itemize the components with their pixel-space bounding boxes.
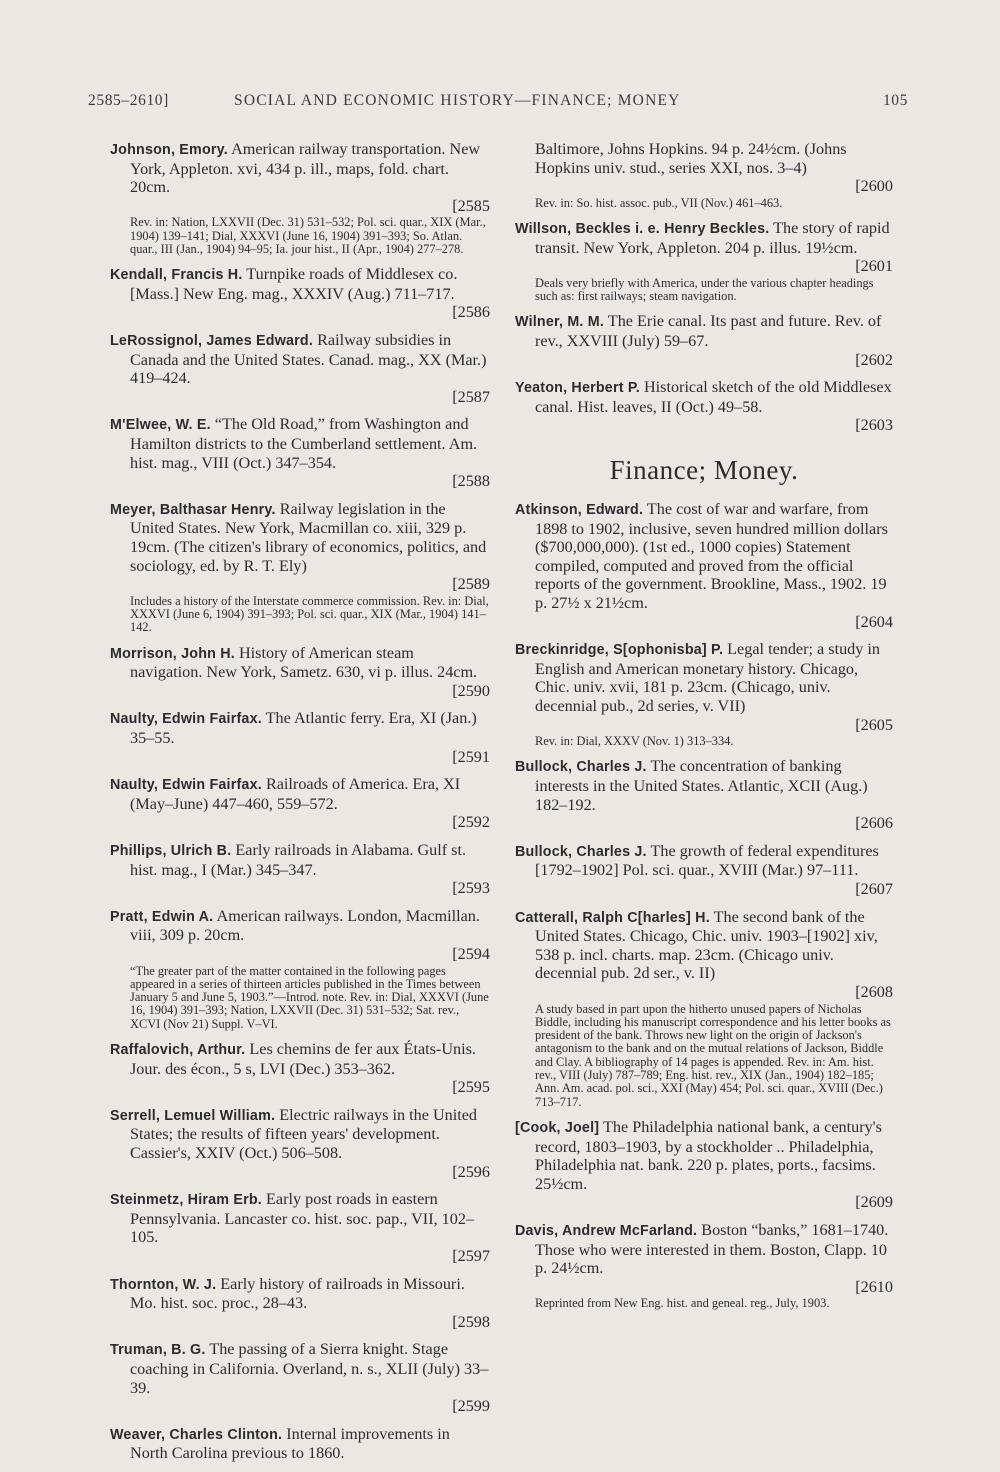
bibliography-entry: [515, 1221, 893, 1311]
entry-author: Steinmetz, Hiram Erb.: [110, 1192, 262, 1209]
entry-author: Phillips, Ulrich B.: [110, 843, 232, 859]
entry-note: “The greater part of the matter contained in the following pages appeared in a series of thirteen articles published in the Times between January 5 and June 5, 1903.”—Introd. note. Rev. in: Dial, XXXVI (June 16, 1904) 391–393; Nation, LXXVII (Dec. 31) 531–532; Sat. rev., XCVI (Nov 21) Suppl. V–VI.: [130, 963, 489, 1031]
entry-author: Davis, Andrew McFarland.: [515, 1222, 698, 1239]
entry-author: Catterall, Ralph C[harles] H.: [515, 909, 710, 926]
entry-author: Truman, B. G.: [110, 1342, 206, 1359]
bibliography-entry: [515, 500, 893, 631]
entry-number: [2586: [452, 303, 490, 322]
bibliography-entry: [515, 219, 893, 303]
entry-text: Turnpike roads of Middlesex co. [Mass.] New Eng. mag., XXXIV (Aug.) 711–717.: [130, 265, 458, 303]
section-title: Finance; Money.: [609, 455, 799, 486]
bibliography-entry: [110, 1040, 490, 1097]
entry-text: Les chemins de fer aux États-Unis. Jour. des écon., 5 s, LVI (Dec.) 353–362.: [130, 1040, 476, 1078]
bibliography-entry: [110, 841, 490, 898]
bibliography-entry: [110, 265, 490, 322]
entry-text: Early railroads in Alabama. Gulf st. hist. mag., I (Mar.) 345–347.: [130, 841, 467, 879]
bibliography-entry: [110, 500, 490, 635]
entry-text: Baltimore, Johns Hopkins. 94 p. 24½cm. (Johns Hopkins univ. stud., series XXI, nos. 3–4): [535, 140, 847, 177]
entry-text: American railways. London, Macmillan. viii, 309 p. 20cm.: [130, 906, 480, 945]
entry-text: The Atlantic ferry. Era, XI (Jan.) 35–55.: [130, 709, 477, 748]
entry-number: [2607: [855, 880, 893, 898]
entry-author: Johnson, Emory.: [110, 142, 228, 158]
entry-author: LeRossignol, James Edward.: [110, 333, 314, 350]
entry-number: [2604: [855, 612, 893, 631]
entry-author: Kendall, Francis H.: [110, 267, 243, 284]
bibliography-entry: [515, 757, 893, 832]
right-entries-bottom: [515, 500, 893, 1311]
entry-author: Wilner, M. M.: [515, 314, 605, 331]
entry-text: Early history of railroads in Missouri. Mo. hist. soc. proc., 28–43.: [130, 1274, 465, 1313]
entry-text: Railway legislation in the United States. New York, Macmillan co. xiii, 329 p. 19cm. (The citizen's library of economics, politics, and sociology, ed. by R. T. Ely): [130, 499, 487, 575]
entry-number: [2587: [452, 387, 490, 406]
entry-number: [2589: [452, 575, 490, 594]
entry-number: [2590: [452, 681, 490, 700]
entry-text: The passing of a Sierra knight. Stage coaching in California. Overland, n. s., XLII (July) 33–39.: [130, 1340, 489, 1397]
entry-author: Meyer, Balthasar Henry.: [110, 501, 276, 518]
entry-author: Naulty, Edwin Fairfax.: [110, 777, 262, 794]
entry-number: [2585: [452, 196, 490, 215]
entry-note: Reprinted from New Eng. hist. and geneal. reg., July, 1903.: [535, 1296, 830, 1311]
entry-author: [Cook, Joel]: [515, 1119, 600, 1136]
bibliography-entry: [110, 1106, 490, 1181]
entry-author: Naulty, Edwin Fairfax.: [110, 711, 262, 728]
entry-text: “The Old Road,” from Washington and Hamilton districts to the Cumberland settlement. Am. hist. mag., VIII (Oct.) 347–354.: [130, 415, 478, 472]
entry-text: The concentration of banking interests in the United States. Atlantic, XCII (Aug.) 182–192.: [535, 757, 868, 814]
entry-number: [2601: [855, 257, 893, 276]
entry-text: Early post roads in eastern Pennsylvania. Lancaster co. hist. soc. pap., VII, 102–105.: [130, 1190, 475, 1247]
running-head: [88, 92, 908, 116]
bibliography-entry: [110, 1425, 490, 1463]
entry-note: Includes a history of the Interstate commerce commission. Rev. in: Dial, XXXVI (June 6, 1904) 391–393; Pol. sci. quar., XIX (Mar., 1904) 141–142.: [130, 593, 489, 635]
continued-entry: [515, 140, 893, 210]
right-column: [515, 140, 893, 1320]
entry-author: M'Elwee, W. E.: [110, 417, 211, 434]
entry-number: [2610: [855, 1277, 893, 1296]
entry-number: [2609: [855, 1193, 893, 1212]
bibliography-entry: [110, 907, 490, 1031]
bibliography-entry: [110, 1190, 490, 1265]
entry-author: Yeaton, Herbert P.: [515, 380, 640, 397]
entry-number: [2599: [452, 1397, 490, 1416]
entry-author: Thornton, W. J.: [110, 1276, 217, 1293]
entry-number: [2598: [452, 1312, 490, 1331]
entry-number: [2592: [452, 813, 490, 832]
entry-number: [2596: [452, 1162, 490, 1181]
bibliography-entry: [110, 140, 490, 256]
entry-number: [2608: [855, 982, 893, 1001]
entry-note: Deals very briefly with America, under the various chapter headings such as: first railways; steam navigation.: [535, 275, 874, 304]
entry-number: [2605: [855, 715, 893, 734]
bibliography-entry: [110, 1275, 490, 1332]
entry-author: Raffalovich, Arthur.: [110, 1042, 246, 1059]
entry-text: The Philadelphia national bank, a century's record, 1803–1903, by a stockholder .. Philadelphia, Philadelphia nat. bank. 220 p. plates, ports., facsims. 25½cm.: [535, 1117, 882, 1193]
entry-text: American railway transportation. New York, Appleton. xvi, 434 p. ill., maps, fold. chart. 20cm.: [130, 140, 481, 197]
entry-text: Railway subsidies in Canada and the United States. Canad. mag., XX (Mar.) 419–424.: [130, 331, 487, 388]
left-column: [110, 140, 490, 1472]
page-number: 105: [882, 92, 908, 109]
entry-number: [2603: [855, 416, 893, 435]
entry-text: History of American steam navigation. New York, Sametz. 630, vi p. illus. 24cm.: [130, 643, 478, 682]
entry-text: The growth of federal expenditures [1792–1902] Pol. sci. quar., XVIII (Mar.) 97–111.: [535, 841, 879, 880]
entry-author: Bullock, Charles J.: [515, 843, 647, 860]
entry-text: The cost of war and warfare, from 1898 to 1902, inclusive, seven hundred million dollars ($700,000,000). (1st ed., 1000 copies) Statement compiled, computed and proved from the official reports of the government. Brookline, Mass., 1902. 19 p. 27½ x 21½cm.: [535, 500, 888, 612]
entry-text: Legal tender; a study in English and American monetary history. Chicago, Chic. univ. xvii, 181 p. 23cm. (Chicago, univ. decennial pub., 2d series, v. VII): [535, 640, 881, 715]
entry-note: Rev. in: Nation, LXXVII (Dec. 31) 531–532; Pol. sci. quar., XIX (Mar., 1904) 139–141; Dial, XXXVI (June 16, 1904) 391–393; So. Atlan. quar., III (Jan., 1904) 94–95; Ia. jour hist., II (Apr., 1904) 277–278.: [130, 215, 486, 256]
entry-text: Historical sketch of the old Middlesex canal. Hist. leaves, II (Oct.) 49–58.: [535, 378, 892, 416]
bibliography-entry: [515, 1118, 893, 1212]
entry-text: The Erie canal. Its past and future. Rev. of rev., XXVIII (July) 59–67.: [535, 312, 882, 351]
entry-author: Atkinson, Edward.: [515, 502, 644, 519]
entry-author: Weaver, Charles Clinton.: [110, 1426, 283, 1443]
entry-text: The second bank of the United States. Chicago, Chic. univ. 1903–[1902] xiv, 538 p. incl. charts. map. 23cm. (Chicago univ. decennial pub. 2d ser., v. II): [535, 907, 878, 983]
entry-number: [2600: [855, 177, 893, 196]
entry-number: [2593: [452, 879, 490, 898]
entry-range: 2585–2610]: [88, 92, 169, 109]
entry-note: Rev. in: So. hist. assoc. pub., VII (Nov.) 461–463.: [535, 195, 783, 210]
entry-author: Pratt, Edwin A.: [110, 908, 214, 925]
bibliography-entry: [515, 640, 893, 748]
right-entries-top: [515, 219, 893, 435]
entry-number: [2594: [452, 944, 490, 963]
entry-text: Internal improvements in North Carolina previous to 1860.: [130, 1424, 450, 1463]
entry-number: [2595: [452, 1078, 490, 1097]
entry-text: Electric railways in the United States; the results of fifteen years' development. Cassier's, XXIV (Oct.) 506–508.: [130, 1105, 478, 1163]
entry-number: [2597: [452, 1246, 490, 1265]
bibliography-entry: [110, 644, 490, 701]
bibliography-entry: [515, 842, 893, 899]
bibliography-entry: [515, 378, 893, 435]
entry-author: Willson, Beckles i. e. Henry Beckles.: [515, 221, 770, 238]
entry-note: Rev. in: Dial, XXXV (Nov. 1) 313–334.: [535, 734, 734, 749]
bibliography-entry: [110, 709, 490, 766]
entry-number: [2602: [855, 350, 893, 369]
entry-number: [2591: [452, 747, 490, 766]
bibliography-entry: [110, 775, 490, 832]
bibliography-entry: [515, 908, 893, 1109]
entry-text: Boston “banks,” 1681–1740. Those who were interested in them. Boston, Clapp. 10 p. 24½cm.: [535, 1220, 889, 1278]
bibliography-entry: [515, 312, 893, 369]
entry-text: The story of rapid transit. New York, Appleton. 204 p. illus. 19½cm.: [535, 219, 890, 257]
bibliography-entry: [110, 331, 490, 406]
bibliography-entry: [110, 415, 490, 490]
running-title: SOCIAL AND ECONOMIC HISTORY—FINANCE; MONEY: [234, 92, 681, 109]
entry-author: Bullock, Charles J.: [515, 759, 647, 776]
bibliography-entry: [110, 1340, 490, 1415]
entry-text: Railroads of America. Era, XI (May–June) 447–460, 559–572.: [130, 775, 461, 813]
entry-note: A study based in part upon the hitherto unused papers of Nicholas Biddle, including his manuscript correspondence and his letter books as president of the bank. Throws new light on the origin of Jackson's antagonism to the bank and on the mutual relations of Jackson, Biddle and Clay. A bibliography of 14 pages is appended. Rev. in: Am. hist. rev., VIII (July) 787–789; Eng. hist. rev., XIX (Jan., 1904) 182–185; Ann. Am. acad. pol. sci., XXI (May) 454; Pol. sci. quar., XVIII (Dec.) 713–717.: [535, 1001, 891, 1109]
entry-author: Breckinridge, S[ophonisba] P.: [515, 642, 724, 659]
entry-number: [2588: [452, 472, 490, 491]
entry-author: Serrell, Lemuel William.: [110, 1107, 276, 1124]
entry-number: [2606: [855, 814, 893, 833]
entry-author: Morrison, John H.: [110, 645, 235, 662]
